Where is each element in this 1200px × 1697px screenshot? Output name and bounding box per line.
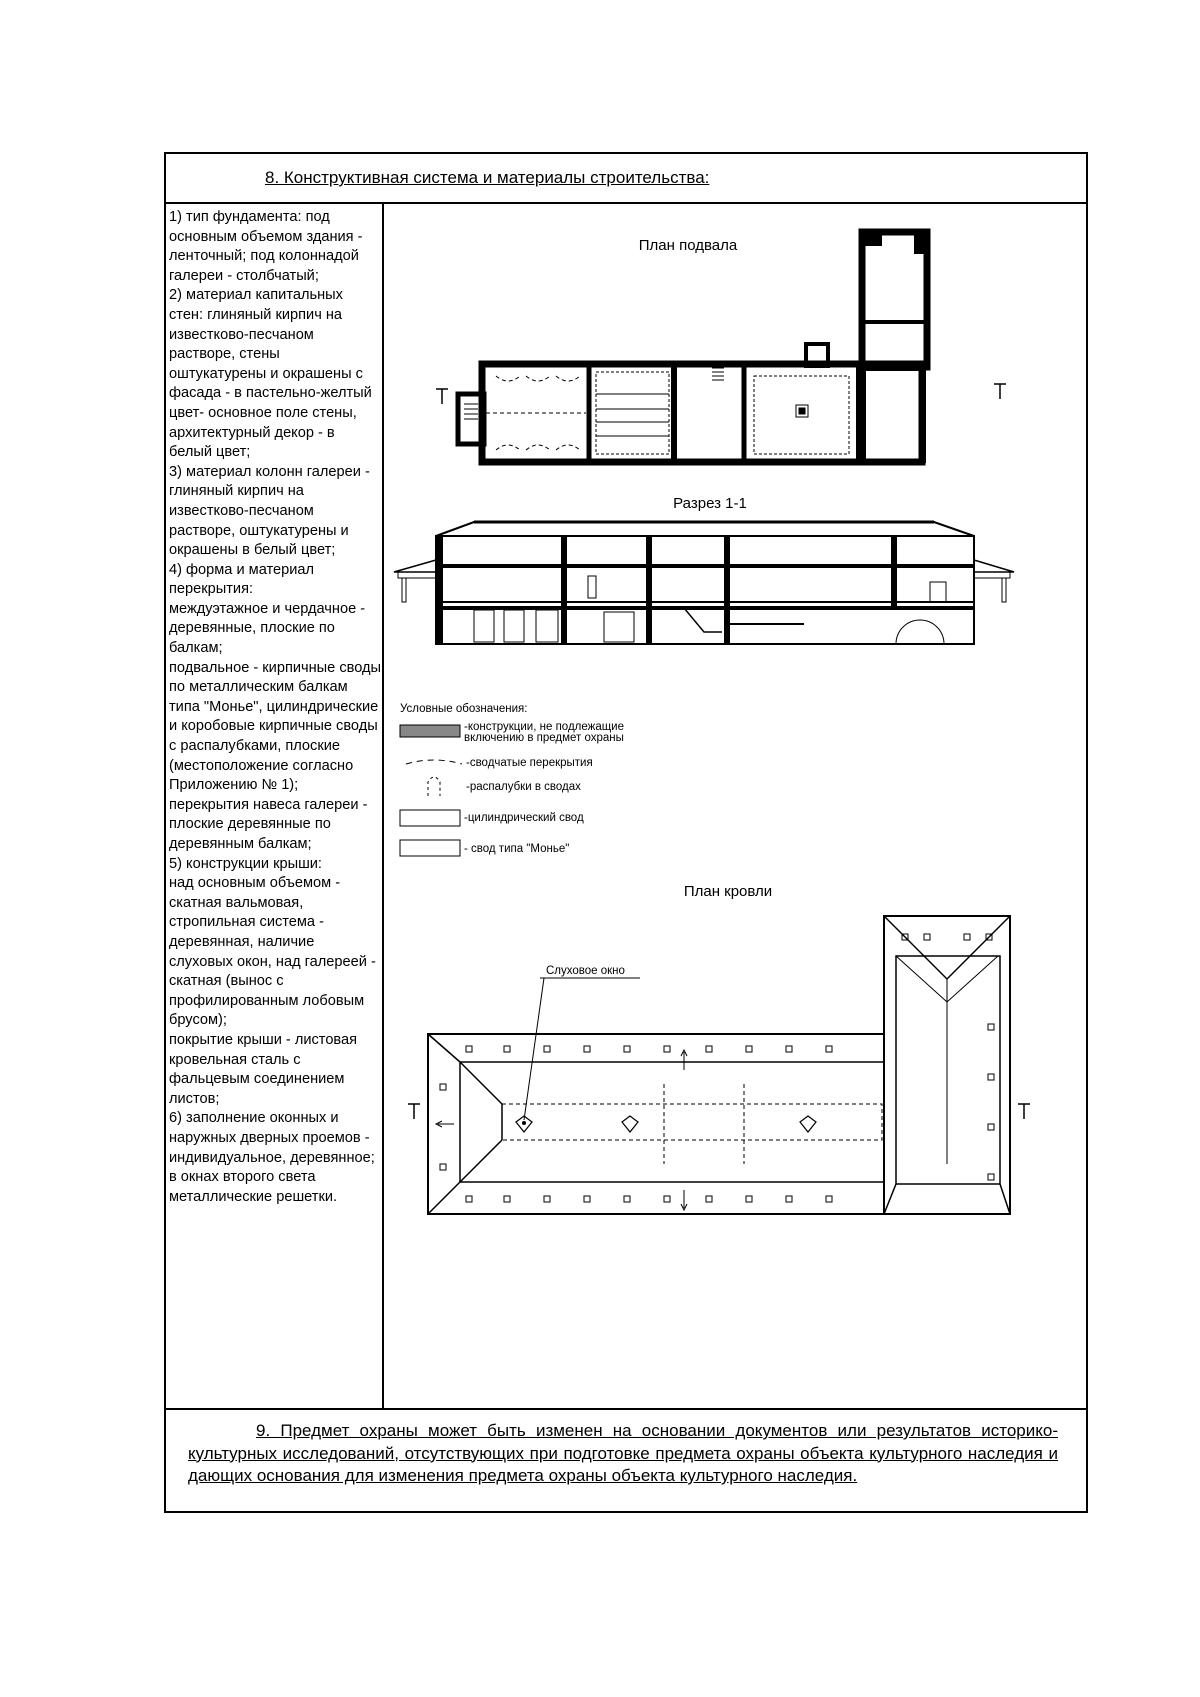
legend-label-lunette: -распалубки в сводах (466, 781, 581, 793)
roof-plan (408, 883, 1030, 1214)
legend-label-excluded-1: -конструкции, не подлежащие (464, 721, 624, 733)
section-9-cell (166, 1408, 1086, 1511)
architectural-drawings (384, 204, 1086, 1408)
legend-swatch-vault (406, 760, 462, 764)
basement-plan-title: План подвала (638, 237, 738, 254)
construction-description-text: 1) тип фундамента: под основным объемом здания - ленточный; под колоннадой галереи - столбчатый; 2) материал капитальных стен: глиняный кирпич на известково-песчаном растворе, стены оштукатурены и окрашены с фасада - в пастельно-желтый цвет- основное поле стены, архитектурный декор - в белый цвет; 3) материал колонн галереи - глиняный кирпич на известково-песчаном растворе, оштукатурены и окрашены в белый цвет; 4) форма и материал перекрытия: междуэтажное и чердачное - деревянные, плоские по балкам; подвальное - кирпичные своды по металлическим балкам типа "Монье", цилиндрические и коробовые кирпичные своды с распалубками, плоские (местоположение согласно Приложению № 1); перекрытия навеса галереи - плоские деревянные по деревянным балкам; 5) конструкции крыши: над основным объемом - скатная вальмовая, стропильная система - деревянная, наличие слуховых окон, над галереей - скатная (вынос с профилированным лобовым брусом); покрытие крыши - листовая кровельная сталь с фальцевым соединением листов; 6) заполнение оконных и наружных дверных проемов - индивидуальное, деревянное; в окнах второго света металлические решетки. (169, 209, 382, 1205)
section-8-title: 8. Конструктивная система и материалы строительства: (265, 168, 710, 187)
legend-swatch-excluded (400, 725, 460, 737)
document-table (164, 152, 1088, 1513)
legend-label-cylinder: -цилиндрический свод (464, 812, 584, 824)
section-title: Разрез 1-1 (673, 495, 747, 512)
drawings-cell (384, 204, 1086, 1408)
legend-swatch-monier (400, 840, 460, 856)
legend-label-vault: -сводчатые перекрытия (466, 757, 593, 769)
roof-plan-title: План кровли (683, 883, 773, 900)
section-8-header (166, 154, 1086, 204)
legend-title: Условные обозначения: (400, 703, 528, 715)
dormer-label: Слуховое окно (546, 965, 625, 977)
construction-description-cell (166, 204, 384, 1408)
legend (400, 703, 624, 856)
legend-label-monier: - свод типа "Монье" (464, 843, 570, 855)
section-9-text: 9. Предмет охраны может быть изменен на основании документов или результатов историко-культурных исследований, отсутствующих при подготовке предмета охраны объекта культурного наследия и дающих основания для изменения предмета охраны объекта культурного наследия. (188, 1421, 1058, 1485)
section-1-1 (394, 495, 1014, 644)
legend-swatch-lunette (428, 777, 440, 796)
basement-plan (436, 232, 1006, 462)
legend-label-excluded-2: включению в предмет охраны (464, 732, 624, 744)
legend-swatch-cylinder (400, 810, 460, 826)
